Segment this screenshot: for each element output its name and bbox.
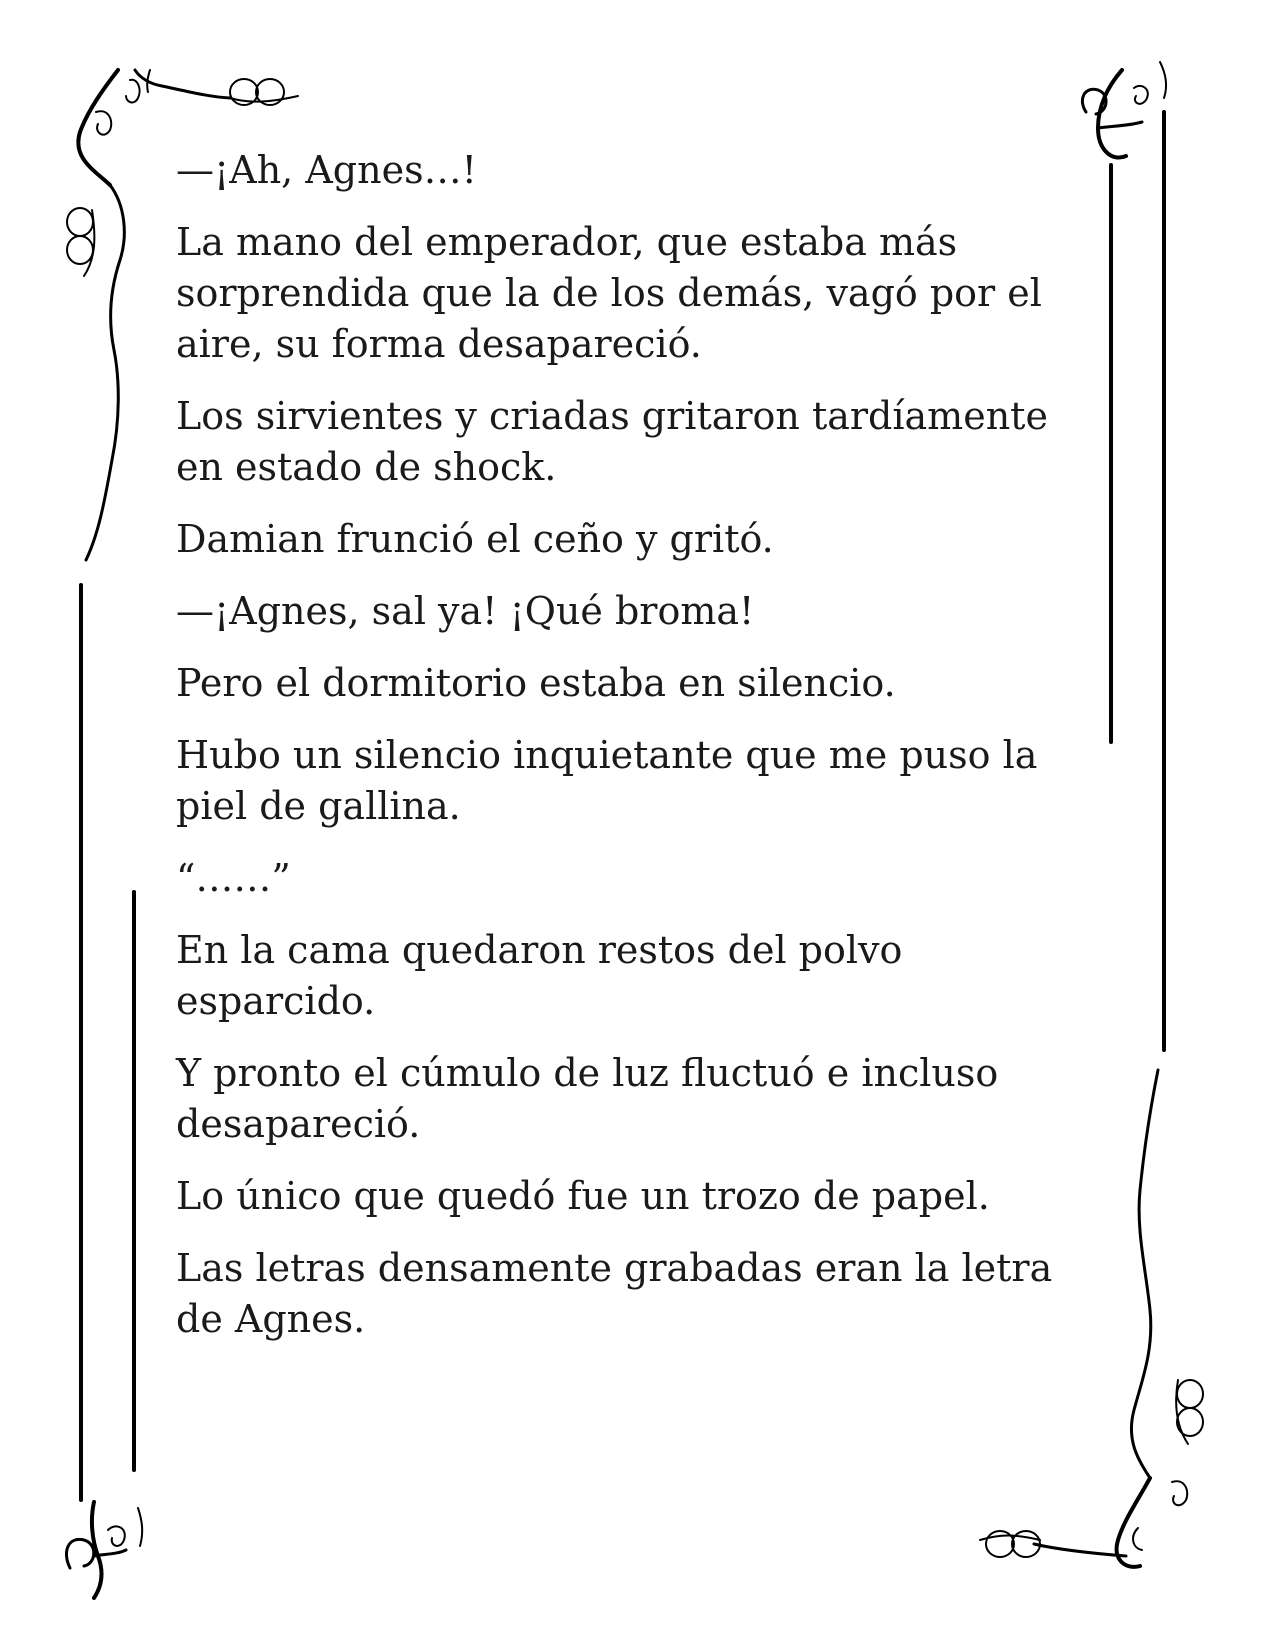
- paragraph: Y pronto el cúmulo de luz fluctuó e incluso desapareció.: [176, 1051, 999, 1146]
- paragraph: Los sirvientes y criadas gritaron tardíamente en estado de shock.: [176, 394, 1048, 489]
- paragraph: “……”: [176, 856, 291, 900]
- document-body: [176, 145, 1076, 1345]
- paragraph: Hubo un silencio inquietante que me puso la piel de gallina.: [176, 733, 1038, 828]
- paragraph: En la cama quedaron restos del polvo esparcido.: [176, 928, 903, 1023]
- paragraph: Pero el dormitorio estaba en silencio.: [176, 661, 896, 705]
- paragraph: —¡Ah, Agnes…!: [176, 148, 477, 192]
- top-right-flourish-ornament: [1082, 62, 1166, 158]
- bottom-left-flourish-ornament: [66, 1502, 142, 1598]
- paragraph: Lo único que quedó fue un trozo de papel.: [176, 1174, 990, 1218]
- paragraph: Damian frunció el ceño y gritó.: [176, 517, 774, 561]
- paragraph: Las letras densamente grabadas eran la letra de Agnes.: [176, 1246, 1053, 1341]
- paragraph: La mano del emperador, que estaba más sorprendida que la de los demás, vagó por el aire, su forma desapareció.: [176, 220, 1042, 366]
- paragraph: —¡Agnes, sal ya! ¡Qué broma!: [176, 589, 755, 633]
